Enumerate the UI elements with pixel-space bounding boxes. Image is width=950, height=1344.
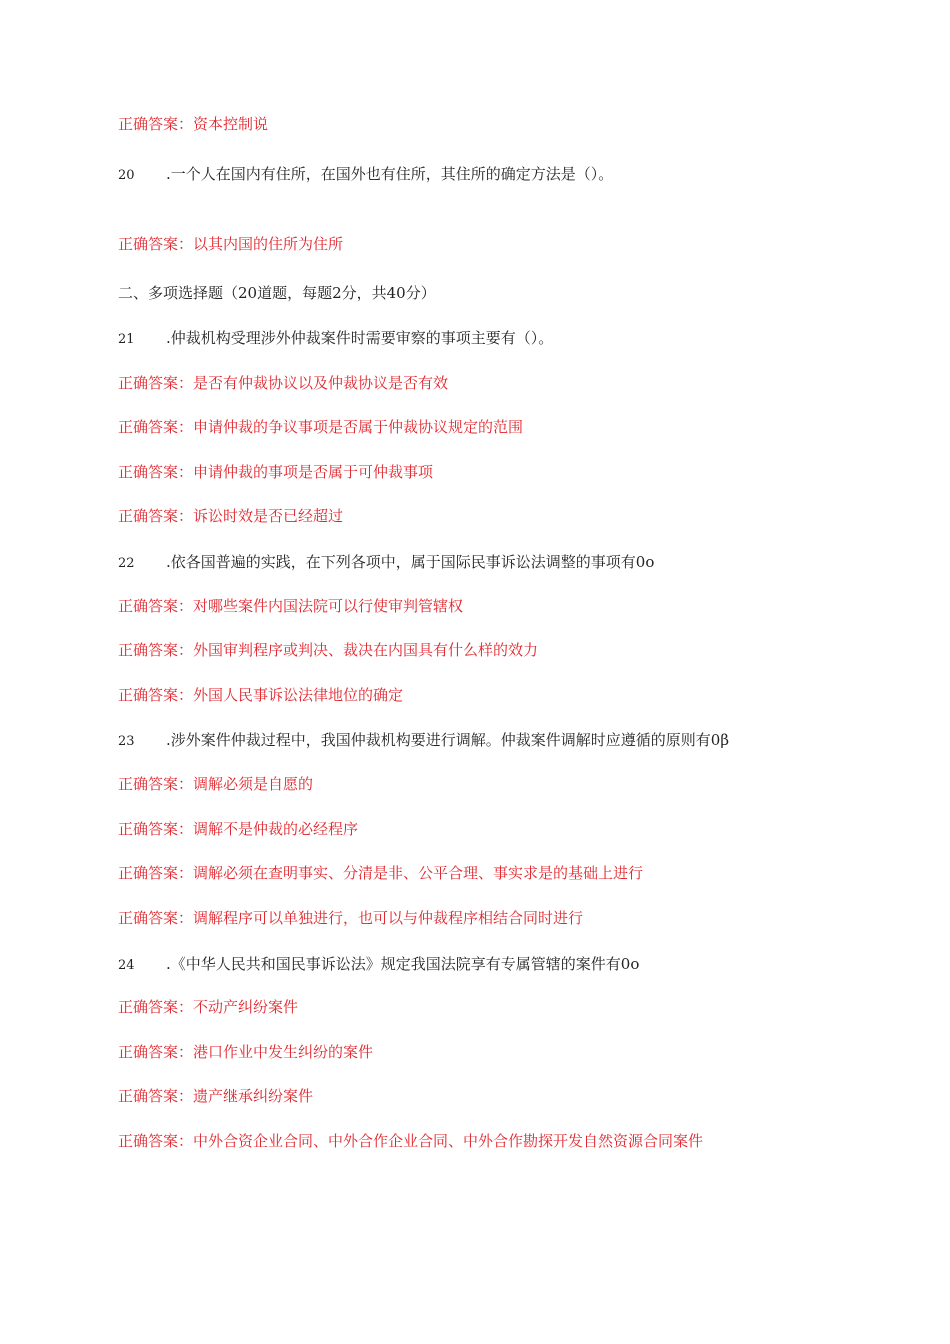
answer-text: 诉讼时效是否已经超过: [193, 507, 344, 525]
question-text: .依各国普遍的实践，在下列各项中，属于国际民事诉讼法调整的事项有0o: [166, 553, 655, 571]
answer-line: [118, 774, 313, 794]
answer-text: 外国人民事诉讼法律地位的确定: [193, 686, 404, 704]
question-text: .仲裁机构受理涉外仲裁案件时需要审察的事项主要有（）。: [166, 329, 554, 347]
answer-prefix: 正确答案：: [118, 1043, 194, 1061]
answer-text: 中外合资企业合同、中外合作企业合同、中外合作勘探开发自然资源合同案件: [193, 1132, 704, 1150]
answer-prefix: 正确答案：: [118, 418, 194, 436]
answer-line: [118, 640, 538, 660]
answer-line: [118, 908, 583, 928]
answer-line: [118, 462, 433, 482]
question-line: [118, 328, 553, 350]
question-number: 22: [118, 556, 135, 571]
question-line: [118, 552, 654, 574]
answer-prefix: 正确答案：: [118, 235, 194, 253]
question-line: [118, 954, 639, 976]
answer-line: [118, 114, 268, 134]
question-line: [118, 164, 613, 186]
answer-prefix: 正确答案：: [118, 115, 194, 133]
question-number: 21: [118, 332, 135, 347]
answer-prefix: 正确答案：: [118, 909, 194, 927]
answer-prefix: 正确答案：: [118, 374, 194, 392]
question-text: .一个人在国内有住所，在国外也有住所，其住所的确定方法是（）。: [166, 165, 614, 183]
answer-line: [118, 373, 448, 393]
answer-text: 对哪些案件内国法院可以行使审判管辖权: [193, 597, 464, 615]
answer-text: 调解必须在查明事实、分清是非、公平合理、事实求是的基础上进行: [193, 864, 644, 882]
answer-text: 是否有仲裁协议以及仲裁协议是否有效: [193, 374, 449, 392]
answer-line: [118, 234, 343, 254]
answer-line: [118, 997, 298, 1017]
answer-line: [118, 1131, 703, 1151]
answer-line: [118, 863, 643, 883]
question-text: .《中华人民共和国民事诉讼法》规定我国法院享有专属管辖的案件有0o: [166, 955, 640, 973]
answer-text: 申请仲裁的事项是否属于可仲裁事项: [193, 463, 434, 481]
answer-text: 以其内国的住所为住所: [193, 235, 344, 253]
question-line: [118, 730, 729, 752]
section-heading: [118, 283, 436, 303]
question-number: 23: [118, 734, 135, 749]
answer-line: [118, 506, 343, 526]
answer-text: 外国审判程序或判决、裁决在内国具有什么样的效力: [193, 641, 539, 659]
answer-text: 遗产继承纠纷案件: [193, 1087, 314, 1105]
section-text: 二、多项选择题（20道题，每题2分，共40分）: [118, 284, 436, 302]
question-text: .涉外案件仲裁过程中，我国仲裁机构要进行调解。仲裁案件调解时应遵循的原则有0β: [166, 731, 729, 749]
answer-text: 资本控制说: [193, 115, 269, 133]
answer-prefix: 正确答案：: [118, 864, 194, 882]
answer-prefix: 正确答案：: [118, 641, 194, 659]
answer-prefix: 正确答案：: [118, 775, 194, 793]
answer-prefix: 正确答案：: [118, 507, 194, 525]
answer-prefix: 正确答案：: [118, 998, 194, 1016]
answer-prefix: 正确答案：: [118, 820, 194, 838]
answer-text: 调解程序可以单独进行，也可以与仲裁程序相结合同时进行: [193, 909, 584, 927]
answer-text: 不动产纠纷案件: [193, 998, 299, 1016]
answer-prefix: 正确答案：: [118, 597, 194, 615]
question-number: 20: [118, 168, 135, 183]
answer-prefix: 正确答案：: [118, 1132, 194, 1150]
answer-text: 调解不是仲裁的必经程序: [193, 820, 359, 838]
answer-prefix: 正确答案：: [118, 686, 194, 704]
question-number: 24: [118, 958, 135, 973]
answer-line: [118, 819, 358, 839]
answer-line: [118, 596, 463, 616]
answer-text: 调解必须是自愿的: [193, 775, 314, 793]
answer-line: [118, 1042, 373, 1062]
answer-prefix: 正确答案：: [118, 463, 194, 481]
answer-text: 申请仲裁的争议事项是否属于仲裁协议规定的范围: [193, 418, 524, 436]
answer-line: [118, 685, 403, 705]
answer-text: 港口作业中发生纠纷的案件: [193, 1043, 374, 1061]
answer-prefix: 正确答案：: [118, 1087, 194, 1105]
answer-line: [118, 1086, 313, 1106]
answer-line: [118, 417, 523, 437]
